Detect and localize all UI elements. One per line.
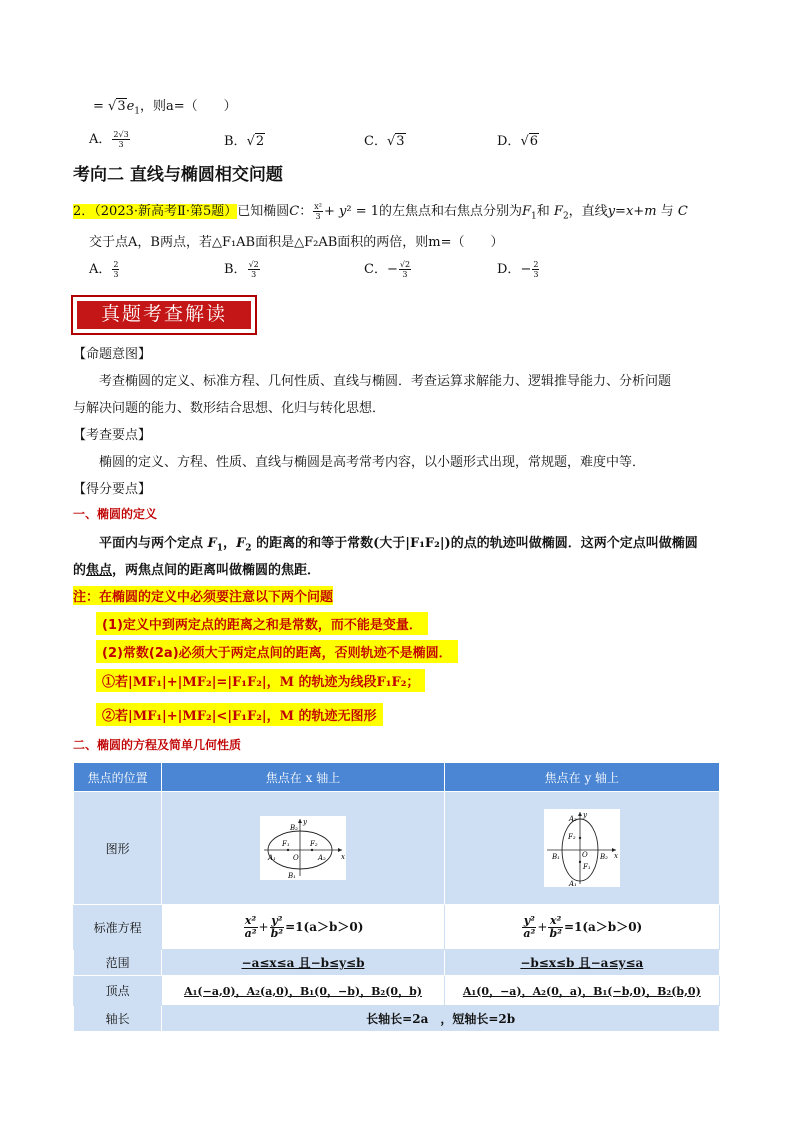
svg-text:O: O [581,851,588,859]
q2-option-b[interactable]: B． $\frac{√2}{3}$ [224,260,259,279]
table-row [74,1006,720,1032]
svg-text:F₁: F₁ [582,863,591,871]
svg-text:A₂: A₂ [568,815,577,823]
q2-option-d[interactable]: D．− $\frac{2}{3}$ [497,260,539,279]
vertex-x-axis: A₁(−a,0)，A₂(a,0)，B₁(0，−b)，B₂(0，b) [162,976,444,1006]
q1-option-d[interactable]: D．√6 [497,134,539,149]
svg-text:x: x [613,852,618,860]
table-row [74,905,720,950]
sec1-title: 一、椭圆的定义 [73,507,158,521]
figure-y-axis [444,792,719,905]
svg-text:F₁: F₁ [282,840,290,848]
svg-text:x: x [341,853,345,861]
ellipse-vertical-figure [544,809,620,887]
sec1-note-1: (1)定义中到两定点的距离之和是常数，而不能是变量． [96,612,428,635]
q2-option-a[interactable]: A． $\frac{2}{3}$ [89,260,119,279]
equation-x-axis: $\frac{\text{x²}}{\text{a²}}$ + $\frac{\text{y²}}{\text{b²}}$ =1(a＞b＞0) [162,905,444,950]
q1-option-b[interactable]: B．√2 [224,134,265,149]
sec1-para2: 的焦点，两焦点间的距离叫做椭圆的焦距． [73,563,321,578]
svg-text:y: y [582,811,587,819]
q2-number-source: 2．（2023·新高考Ⅱ·第5题） [73,204,238,219]
svg-text:B₂: B₂ [599,853,608,861]
table-row [74,976,720,1006]
equation-y-axis: $\frac{\text{y²}}{\text{a²}}$ + $\frac{\text{x²}}{\text{b²}}$ =1(a＞b＞0) [444,905,719,950]
header-y-axis: 焦点在 y 轴上 [444,763,719,792]
table-header-row [74,763,720,792]
sec1-para1: 平面内与两个定点 $F_1$，$F_2$ 的距离的和等于常数(大于|F₁F₂|)的点的轨迹叫做椭圆．这两个定点叫做椭圆 [99,536,698,554]
svg-text:F₂: F₂ [310,840,318,848]
ellipse-properties-table [73,762,720,1032]
svg-text:A₁: A₁ [568,880,577,887]
svg-text:y: y [303,818,307,826]
svg-text:B₁: B₁ [288,872,296,880]
kaocha-head: 【考查要点】 [73,428,152,443]
sec1-case-2: ②若|MF₁|+|MF₂|<|F₁F₂|，M 的轨迹无图形 [96,703,383,726]
q2-option-c[interactable]: C．− $\frac{√2}{3}$ [364,260,411,279]
row-label-vertex: 顶点 [74,976,162,1006]
ellipse-horizontal-figure [260,816,346,880]
vertex-y-axis: A₁(0，−a)，A₂(0，a)，B₁(−b,0)，B₂(b,0) [444,976,719,1006]
svg-text:A₁: A₁ [268,854,276,862]
mingti-head: 【命题意图】 [73,347,152,362]
table-row [74,950,720,976]
row-label-axis-length: 轴长 [74,1006,162,1032]
q2-line2: 交于点A，B两点，若△F₁AB面积是△F₂AB面积的两倍，则m=（ ） [89,235,504,250]
row-label-range: 范围 [74,950,162,976]
sec1-case-1: ①若|MF₁|+|MF₂|=|F₁F₂|，M 的轨迹为线段F₁F₂； [96,669,425,692]
svg-text:O: O [293,854,299,862]
sec1-note: 注：在椭圆的定义中必须要注意以下两个问题 [73,586,333,605]
banner-title: 真题考查解读 [76,300,252,330]
kaocha-text: 椭圆的定义、方程、性质、直线与椭圆是高考常考内容，以小题形式出现，常规题，难度中等． [99,455,646,470]
svg-text:A₂: A₂ [318,854,326,862]
header-position: 焦点的位置 [74,763,162,792]
mingti-text-1: 考查椭圆的定义、标准方程、几何性质、直线与椭圆．考查运算求解能力、逻辑推导能力、分析问题 [99,374,672,389]
defen-head: 【得分要点】 [73,482,152,497]
svg-text:B₂: B₂ [290,824,298,832]
row-label-equation: 标准方程 [74,905,162,950]
svg-text:B₁: B₁ [551,853,560,861]
header-x-axis: 焦点在 x 轴上 [162,763,444,792]
range-x-axis: −a≤x≤a 且−b≤y≤b [162,950,444,976]
row-label-figure: 图形 [74,792,162,905]
sec2-title: 二、椭圆的方程及简单几何性质 [73,738,242,752]
q1-stem-tail: = $√3e_1$，则a=（ ） [93,99,237,117]
svg-text:F₂: F₂ [567,833,576,841]
heading-kaoxiang-2: 考向二 直线与椭圆相交问题 [73,165,283,185]
sec1-note-2: (2)常数(2a)必须大于两定点间的距离，否则轨迹不是椭圆． [96,640,458,663]
q1-option-a[interactable]: A． $\frac{2√3}{3}$ [89,130,129,149]
table-row [74,792,720,905]
q1-option-c[interactable]: C．√3 [364,134,405,149]
axis-length-value: 长轴长=2a ，短轴长=2b [162,1006,720,1032]
mingti-text-2: 与解决问题的能力、数形结合思想、化归与转化思想． [73,401,386,416]
section-banner [71,295,257,335]
range-y-axis: −b≤x≤b 且−a≤y≤a [444,950,719,976]
figure-x-axis [162,792,444,905]
q2-line1: 2．（2023·新高考Ⅱ·第5题）已知椭圆C： $\frac{\text{x²}}{3}$ + y² = 1的左焦点和右焦点分别为$F_1$和 $F_2$，直线y=x+m 与 C [73,202,688,222]
